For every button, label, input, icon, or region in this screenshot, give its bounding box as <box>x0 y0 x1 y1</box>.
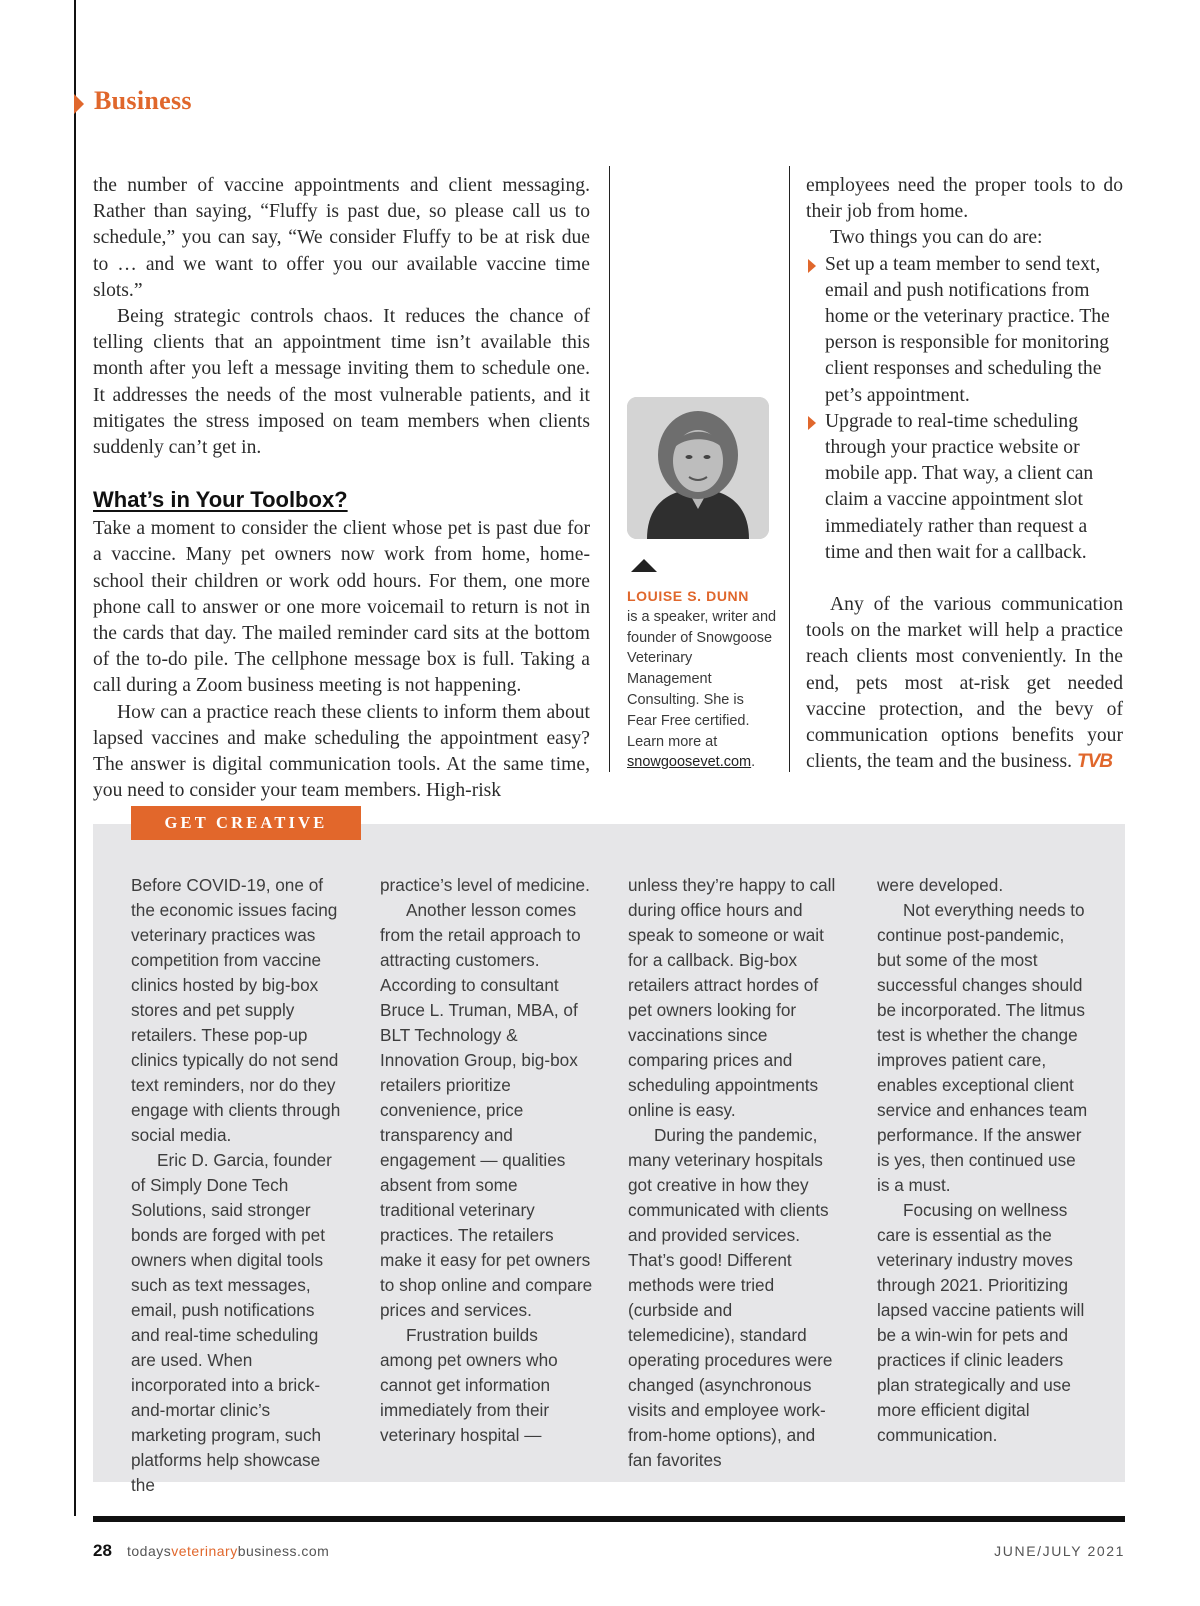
page-number: 28 <box>93 1541 112 1560</box>
sidebar-column-2 <box>380 873 593 1448</box>
closing-text: Any of the various communication tools on the market will help a practice reach clients most conveniently. In the end, pets most at-risk get needed vaccine protection, and the bevy of communication options benefits your clients, the team and the business. <box>806 594 1123 773</box>
sidebar-paragraph: Frustration builds among pet owners who cannot get information immediately from their veterinary hospital — <box>380 1325 558 1445</box>
author-name: LOUISE S. DUNN <box>627 588 749 604</box>
author-bio <box>627 586 777 773</box>
sidebar-paragraph: During the pandemic, many veterinary hospitals got creative in how they communicated with clients and provided services. That’s good! Different methods were tried (curbside and telemedicine), standard operating procedures were changed (asynchronous visits and employee work-from-home options), and fan favorites <box>628 1125 833 1470</box>
sidebar-tab-label: GET CREATIVE <box>131 806 361 840</box>
section-arrow-icon <box>74 94 84 114</box>
sidebar-column-4 <box>877 873 1090 1448</box>
author-website-link[interactable]: snowgoosevet.com <box>627 754 752 771</box>
section-label: Business <box>94 86 192 115</box>
sidebar-paragraph: were developed. <box>877 875 1004 895</box>
left-margin-rule <box>74 0 76 1516</box>
body-paragraph: Two things you can do are: <box>830 227 1043 249</box>
sidebar-column-1 <box>131 873 344 1498</box>
sidebar-column-3 <box>628 873 841 1473</box>
body-paragraph: Take a moment to consider the client whose pet is past due for a vaccine. Many pet owners now work from home, home-school their children or work odd hours. For them, one more phone call to answer or one more voicemail to return is not in the cards that day. The mailed reminder card sits at the bottom of the to-do pile. The cellphone message box is full. Taking a call during a Zoom business meeting is not happening. <box>93 518 590 697</box>
site-prefix: todays <box>127 1543 172 1559</box>
body-paragraph: How can a practice reach these clients to inform them about lapsed vaccines and make scheduling the appointment easy? The answer is digital communication tools. At the same time, you need to consider your team members. High-risk <box>93 701 590 802</box>
site-suffix: business.com <box>237 1543 330 1559</box>
sidebar-paragraph: Before COVID-19, one of the economic issues facing veterinary practices was competition from vaccine clinics hosted by big-box stores and pet supply retailers. These pop-up clinics typically do not send text reminders, nor do they engage with clients through social media. <box>131 875 341 1145</box>
sidebar-paragraph: practice’s level of medicine. <box>380 875 590 895</box>
bullet-item <box>806 409 1123 566</box>
footer-rule <box>93 1516 1125 1522</box>
sidebar-paragraph: Another lesson comes from the retail approach to attracting customers. According to consultant Bruce L. Truman, MBA, of BLT Technology & Innovation Group, big-box retailers prioritize convenience, price transparency and engagement — qualities absent from some traditional veterinary practices. The retailers make it easy for pet owners to shop online and compare prices and services. <box>380 900 593 1320</box>
author-pointer-icon <box>631 559 657 572</box>
bullet-text: Upgrade to real-time scheduling through your practice website or mobile app. That way, a client can claim a vaccine appointment slot immediately rather than request a time and then wait for a callback. <box>825 410 1094 563</box>
author-bio-text: is a speaker, writer and founder of Snowgoose Veterinary Management Consulting. She is Fear Free certified. Learn more at <box>627 608 777 750</box>
sidebar-paragraph: Focusing on wellness care is essential as the veterinary industry moves through 2021. Prioritizing lapsed vaccine patients will be a win-win for pets and practices if clinic leaders plan strategically and use more efficient digital communication. <box>877 1200 1085 1445</box>
site-accent: veterinary <box>171 1543 238 1559</box>
bullet-arrow-icon <box>808 259 816 273</box>
sidebar-paragraph: Eric D. Garcia, founder of Simply Done Tech Solutions, said stronger bonds are forged with pet owners when digital tools such as text messages, email, push notifications and real-time scheduling are used. When incorporated into a brick-and-mortar clinic’s marketing program, such platforms help showcase the <box>131 1150 332 1495</box>
article-column-3 <box>806 173 1123 775</box>
body-paragraph: the number of vaccine appointments and client messaging. Rather than saying, “Fluffy is past due, so please call us to schedule,” you can say, “We consider Fluffy to be at risk due to … and we want to offer you our available vaccine time slots.” <box>93 175 590 301</box>
column-divider <box>609 166 610 772</box>
author-link-suffix: . <box>751 754 756 771</box>
sidebar-paragraph: unless they’re happy to call during office hours and speak to someone or wait for a callback. Big-box retailers attract hordes of pet owners looking for vaccinations since comparing prices and scheduling appointments online is easy. <box>628 875 836 1120</box>
bullet-arrow-icon <box>808 416 816 430</box>
body-paragraph <box>806 592 1123 775</box>
bullet-text: Set up a team member to send text, email and push notifications from home or the veterinary practice. The person is responsible for monitoring client responses and scheduling the pet’s appointment. <box>825 253 1110 406</box>
bullet-item <box>806 252 1123 409</box>
bullet-list <box>806 252 1123 566</box>
issue-date: JUNE/JULY 2021 <box>994 1543 1125 1559</box>
body-paragraph: Being strategic controls chaos. It reduces the chance of telling clients that an appointment time isn’t available this month after you left a message inviting them to schedule one. It addresses the needs of the most vulnerable patients, and it mitigates the stress imposed on team members when clients suddenly can’t get in. <box>93 306 590 459</box>
footer-site <box>127 1543 329 1559</box>
article-column-1 <box>93 173 590 804</box>
column-divider <box>789 166 790 772</box>
tvb-end-mark: TVB <box>1077 751 1112 773</box>
sidebar-paragraph: Not everything needs to continue post-pandemic, but some of the most successful changes should be incorporated. The litmus test is whether the change improves patient care, enables exceptional client service and enhances team performance. If the answer is yes, then continued use is a must. <box>877 900 1088 1195</box>
body-paragraph: employees need the proper tools to do their job from home. <box>806 175 1123 223</box>
author-portrait-image <box>627 397 769 539</box>
subhead-toolbox: What’s in Your Toolbox? <box>93 487 348 513</box>
author-photo <box>627 397 769 539</box>
